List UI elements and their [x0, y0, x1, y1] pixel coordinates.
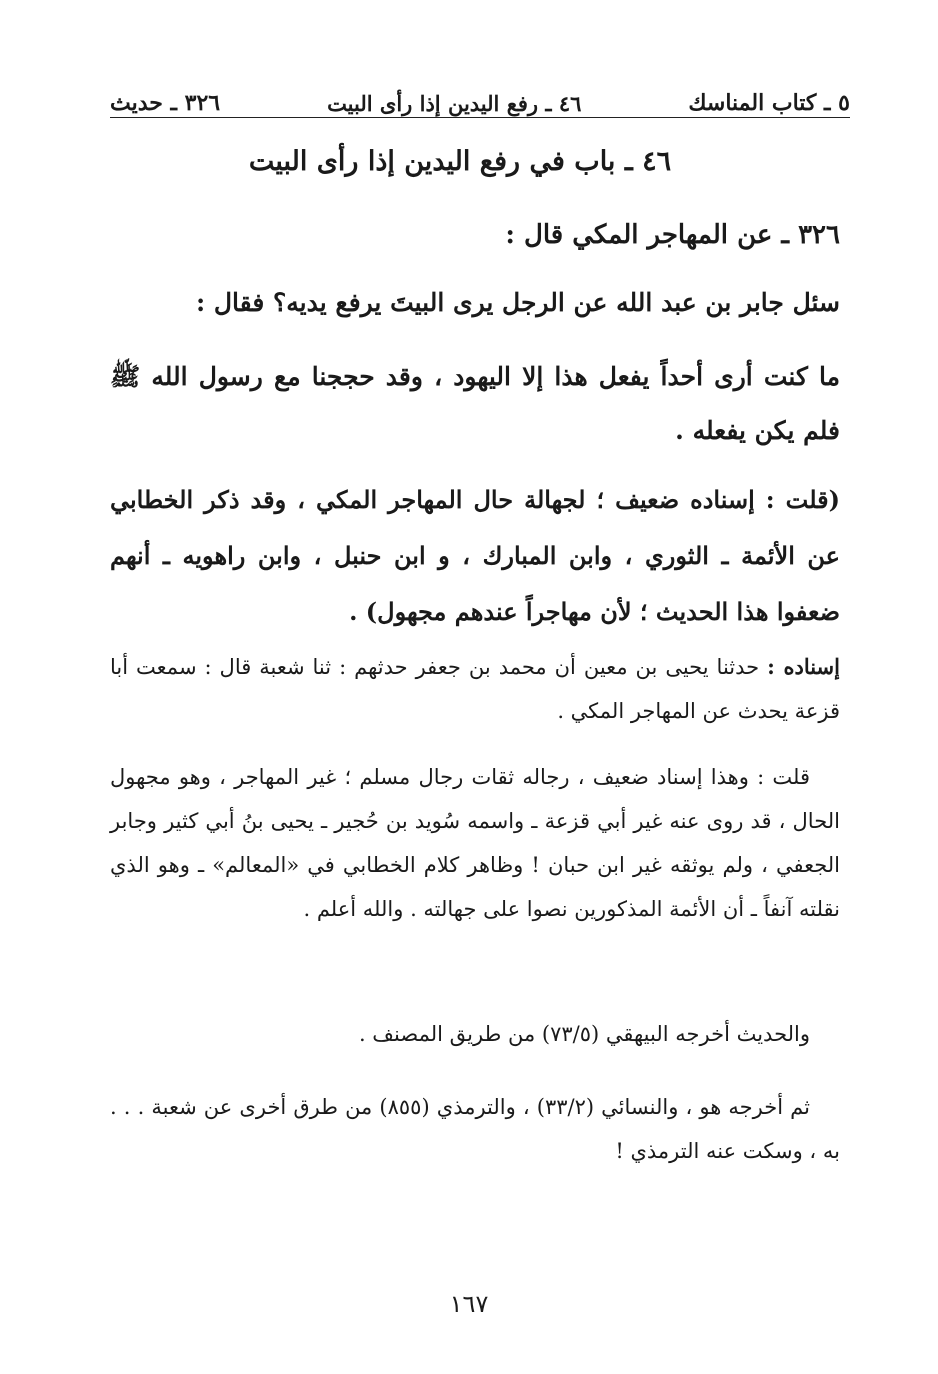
- isnad-paragraph: [110, 645, 840, 733]
- chapter-title: ٤٦ ـ باب في رفع اليدين إذا رأى البيت: [248, 146, 672, 177]
- header-book-title: ٥ ـ كتاب المناسك: [688, 90, 850, 116]
- isnad-text: حدثنا يحيى بن معين أن محمد بن جعفر حدثهم : ثنا شعبة قال : سمعت أبا قزعة يحدث عن المهاجر المكي .: [110, 655, 840, 723]
- running-header: [110, 80, 850, 116]
- isnad-label: إسناده :: [767, 654, 840, 679]
- page-number: ١٦٧: [449, 1290, 489, 1318]
- hadith-heading: ٣٢٦ ـ عن المهاجر المكي قال :: [505, 220, 840, 250]
- header-divider: [110, 117, 850, 118]
- hadith-question: سئل جابر بن عبد الله عن الرجل يرى البيتَ يرفع يديه؟ فقال :: [195, 288, 840, 317]
- header-hadith-number: ٣٢٦ ـ حديث: [110, 90, 221, 116]
- takhrij-others: ثم أخرجه هو ، والنسائي (٣٣/٢) ، والترمذي (٨٥٥) من طرق أخرى عن شعبة . . . به ، وسكت عنه الترمذي !: [110, 1095, 840, 1163]
- grading-comment: (قلت : إسناده ضعيف ؛ لجهالة حال المهاجر المكي ، وقد ذكر الخطابي عن الأئمة ـ الثوري ، وابن المبارك ، و ابن حنبل ، وابن راهويه ـ أنهم ضعفوا هذا الحديث ؛ لأن مهاجراً عندهم مجهول) .: [110, 485, 840, 626]
- takhrij-bayhaqi: والحديث أخرجه البيهقي (٧٣/٥) من طريق المصنف .: [358, 1022, 810, 1046]
- note-paragraph: قلت : وهذا إسناد ضعيف ، رجاله ثقات رجال مسلم ؛ غير المهاجر ، وهو مجهول الحال ، قد روى عنه غير أبي قزعة ـ واسمه سُويد بن حُجير ـ يحيى بنُ أبي كثير وجابر الجعفي ، ولم يوثقه غير ابن حبان ! وظاهر كلام الخطابي في «المعالم» ـ وهو الذي نقلته آنفاً ـ أن الأئمة المذكورين نصوا على جهالته . والله أعلم .: [110, 765, 840, 921]
- hadith-answer: ما كنت أرى أحداً يفعل هذا إلا اليهود ، وقد حججنا مع رسول الله ﷺ فلم يكن يفعله .: [110, 362, 840, 445]
- header-chapter-title: ٤٦ ـ رفع اليدين إذا رأى البيت: [327, 91, 582, 116]
